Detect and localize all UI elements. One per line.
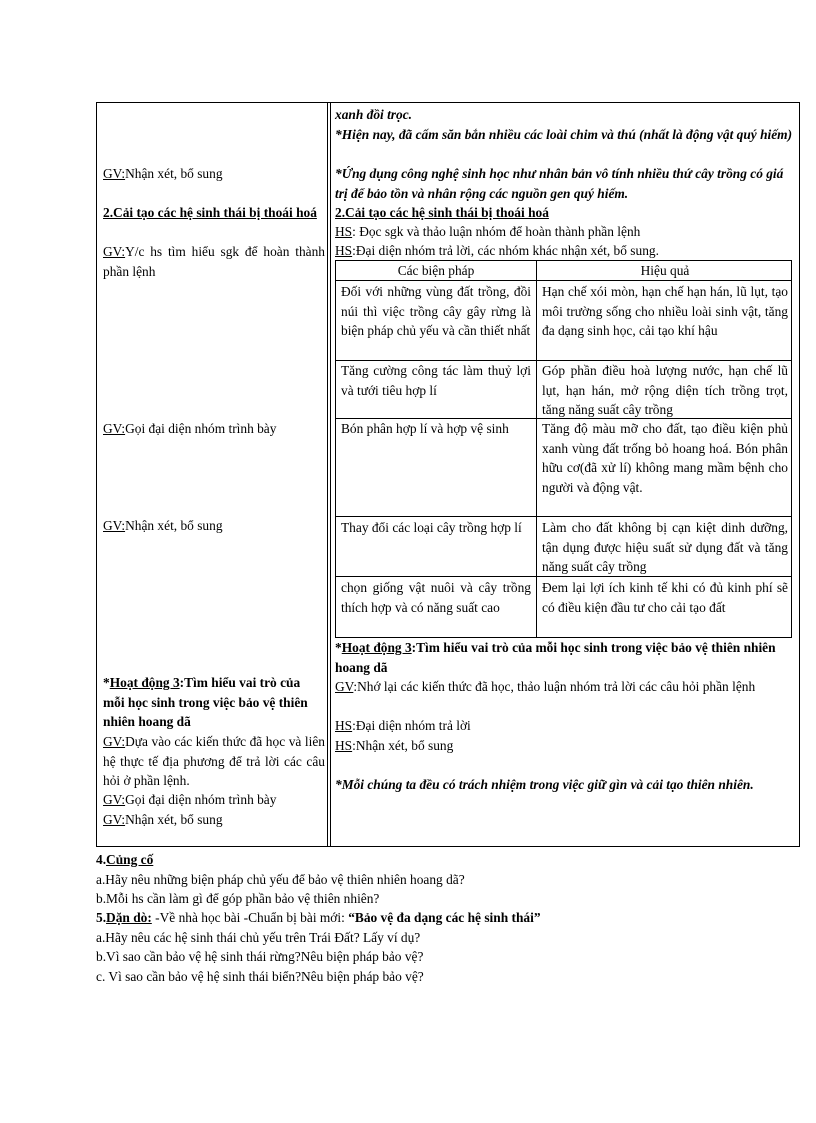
section-number: 4. — [96, 852, 107, 867]
hs-label: HS — [335, 718, 353, 733]
hs-text: : Đọc sgk và thảo luận nhóm để hoàn thành phần lệnh — [352, 224, 641, 239]
hs-label: HS — [335, 243, 353, 258]
gv-label: GV: — [103, 792, 126, 807]
section-text: -Về nhà học bài -Chuẩn bị bài mới: — [151, 910, 349, 925]
gv-text: Nhận xét, bổ sung — [125, 518, 223, 533]
gv-label: GV: — [103, 421, 126, 436]
gv-label: GV — [335, 679, 354, 694]
gv-call — [103, 419, 325, 439]
table-cell-measure: Bón phân hợp lí và hợp vệ sinh — [341, 421, 509, 436]
gv-recall — [335, 677, 795, 697]
gv-label: GV: — [103, 734, 126, 749]
table-cell-effect: Hạn chế xói mòn, hạn chế hạn hán, lũ lụt, tạo môi trường sống cho nhiều loài sinh vật, tăng đa dạng sinh học, cải tạo khí hậu — [542, 284, 788, 338]
table-cell-effect: Góp phần điều hoà lượng nước, hạn chế lũ lụt, hạn hán, mở rộng diện tích trồng trọt, tăng năng suất cây trồng — [542, 363, 788, 417]
activity-label: Hoạt động 3 — [341, 640, 412, 655]
gv-call-2 — [103, 790, 325, 810]
left-activity3-title — [103, 673, 325, 732]
question-5a: a.Hãy nêu các hệ sinh thái chủ yếu trên Trái Đất? Lấy ví dụ? — [96, 930, 421, 945]
hs-text: :Nhận xét, bổ sung — [352, 738, 454, 753]
hs-label: HS — [335, 224, 353, 239]
gv-comment-1 — [103, 164, 325, 184]
table-cell-measure: Đối với những vùng đất trồng, đồi núi thì việc trồng cây gây rừng là biện pháp chủ yếu và cần thiết nhất — [341, 284, 531, 338]
table-cell-effect: Làm cho đất không bị cạn kiệt dinh dưỡng, tận dụng được hiệu suất sử dụng đất và tăng năng suất cây trồng — [542, 520, 788, 574]
gv-text: Gọi đại diện nhóm trình bày — [125, 792, 277, 807]
conclusion: *Mỗi chúng ta đều có trách nhiệm trong việc giữ gìn và cải tạo thiên nhiên. — [335, 777, 754, 792]
hs-label: HS — [335, 738, 353, 753]
table-cell-measure: Tăng cường công tác làm thuỷ lợi và tưới tiêu hợp lí — [341, 363, 531, 398]
activity-label: Hoạt động 3 — [109, 675, 180, 690]
left-section2-title: 2.Cải tạo các hệ sinh thái bị thoái hoá — [103, 205, 317, 220]
gv-text: Nhận xét, bổ sung — [125, 812, 223, 827]
gv-guide — [103, 732, 325, 791]
activity-title: :Tìm hiểu vai trò của mỗi học sinh trong việc bảo vệ thiên nhiên hoang dã — [335, 640, 776, 675]
hs-text: :Đại diện nhóm trả lời, các nhóm khác nhận xét, bổ sung. — [352, 243, 659, 258]
question-4b: b.Mỗi hs cần làm gì để góp phần bảo vệ thiên nhiên? — [96, 891, 380, 906]
gv-text: :Nhớ lại các kiến thức đã học, thảo luận nhóm trả lời các câu hỏi phần lệnh — [353, 679, 756, 694]
table-column-divider — [536, 260, 537, 638]
note-1: *Hiện nay, đã cấm săn bắn nhiều các loài chim và thú (nhất là động vật quý hiếm) — [335, 127, 793, 142]
gv-label: GV: — [103, 244, 126, 259]
activity-title: :Tìm hiểu vai trò của mỗi học sinh trong việc bảo vệ thiên nhiên hoang dã — [103, 675, 308, 729]
table-row-divider — [335, 516, 792, 517]
section5-heading — [96, 908, 796, 928]
right-activity3-title — [335, 638, 795, 677]
asterisk: * — [335, 640, 342, 655]
gv-text: Nhận xét, bổ sung — [125, 166, 223, 181]
section-number: 5. — [96, 910, 107, 925]
table-cell-measure: Thay đổi các loại cây trồng hợp lí — [341, 520, 522, 535]
gv-text: Y/c hs tìm hiểu sgk để hoàn thành phần lệnh — [103, 244, 325, 279]
table-header-effect: Hiệu quả — [640, 263, 690, 278]
hs-group — [335, 716, 795, 736]
hs-text: :Đại diện nhóm trả lời — [352, 718, 471, 733]
hs-read — [335, 222, 795, 242]
gv-text: Dựa vào các kiến thức đã học và liên hệ thực tế địa phương để trả lời các câu hỏi ở phần lệnh. — [103, 734, 325, 788]
gv-comment-3 — [103, 810, 325, 830]
question-5c: c. Vì sao cần bảo vệ hệ sinh thái biển?Nêu biện pháp bảo vệ? — [96, 969, 424, 984]
section-label: Dặn dò: — [106, 910, 152, 925]
gv-label: GV: — [103, 812, 126, 827]
asterisk: * — [103, 675, 110, 690]
gv-task — [103, 242, 325, 281]
note-2: *Ứng dụng công nghệ sinh học như nhân bản vô tính nhiều thứ cây trồng có giá trị để bảo tồn và nhân rộng các nguồn gen quý hiếm. — [335, 166, 784, 201]
gv-label: GV: — [103, 518, 126, 533]
gv-text: Gọi đại diện nhóm trình bày — [125, 421, 277, 436]
question-4a: a.Hãy nêu những biện pháp chủ yếu để bảo vệ thiên nhiên hoang dã? — [96, 872, 465, 887]
section-label: Củng cố — [106, 852, 154, 867]
table-cell-effect: Tăng độ màu mỡ cho đất, tạo điều kiện phủ xanh vùng đất trống bỏ hoang hoá. Bón phân hữu cơ(đã xử lí) không mang mầm bệnh cho người và động vật. — [542, 421, 788, 495]
section4-heading — [96, 850, 796, 870]
gv-label: GV: — [103, 166, 126, 181]
question-5b: b.Vì sao cần bảo vệ hệ sinh thái rừng?Nêu biện pháp bảo vệ? — [96, 949, 424, 964]
table-cell-measure: chọn giống vật nuôi và cây trồng thích hợp và có năng suất cao — [341, 580, 531, 615]
lesson-title: “Bảo vệ đa dạng các hệ sinh thái” — [348, 910, 541, 925]
right-section2-title: 2.Cải tạo các hệ sinh thái bị thoái hoá — [335, 205, 549, 220]
hs-answer — [335, 241, 795, 261]
table-header-measure: Các biện pháp — [397, 263, 475, 278]
line-top: xanh đồi trọc. — [335, 107, 413, 122]
column-divider — [327, 102, 331, 847]
gv-comment-2 — [103, 516, 325, 536]
table-cell-effect: Đem lại lợi ích kinh tế khi có đủ kinh phí sẽ có điều kiện đầu tư cho cải tạo đất — [542, 580, 788, 615]
hs-comment — [335, 736, 795, 756]
